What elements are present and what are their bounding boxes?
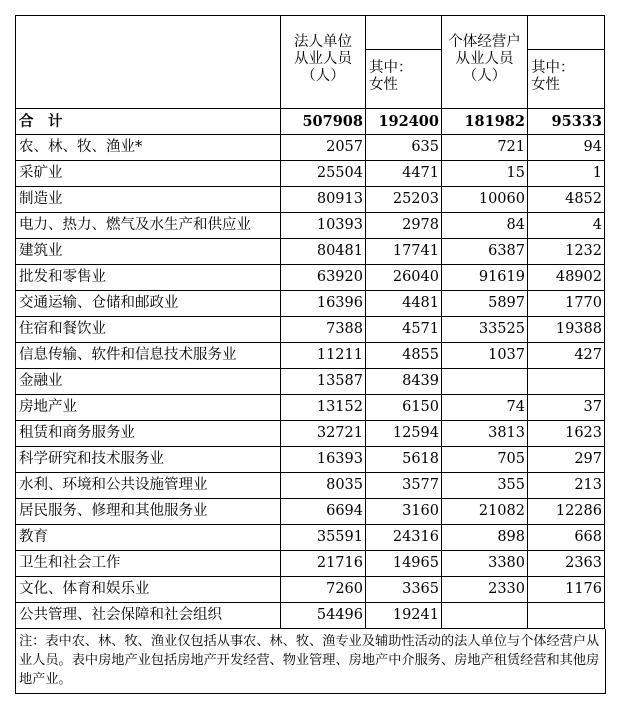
table-row	[16, 603, 605, 629]
individual-value: 3380	[442, 551, 528, 577]
industry-label: 采矿业	[16, 161, 281, 187]
industry-label: 住宿和餐饮业	[16, 317, 281, 343]
legal-units-value: 54496	[281, 603, 366, 629]
industry-label: 交通运输、仓储和邮政业	[16, 291, 281, 317]
individual-female-value	[528, 369, 605, 395]
legal-units-value: 80913	[281, 187, 366, 213]
total-individual-female: 95333	[528, 109, 605, 135]
individual-female-value: 12286	[528, 499, 605, 525]
legal-female-value: 19241	[366, 603, 442, 629]
legal-units-value: 13587	[281, 369, 366, 395]
individual-female-value: 4852	[528, 187, 605, 213]
legal-units-value: 13152	[281, 395, 366, 421]
table-row	[16, 369, 605, 395]
table-row	[16, 473, 605, 499]
total-row	[16, 109, 605, 135]
legal-female-value: 5618	[366, 447, 442, 473]
legal-units-value: 8035	[281, 473, 366, 499]
individual-value: 21082	[442, 499, 528, 525]
individual-value: 91619	[442, 265, 528, 291]
table-row	[16, 577, 605, 603]
legal-female-value: 14965	[366, 551, 442, 577]
individual-value: 705	[442, 447, 528, 473]
individual-value: 5897	[442, 291, 528, 317]
table-row	[16, 421, 605, 447]
table-row	[16, 213, 605, 239]
individual-female-value: 94	[528, 135, 605, 161]
legal-female-value: 8439	[366, 369, 442, 395]
legal-female-value: 6150	[366, 395, 442, 421]
legal-units-value: 16396	[281, 291, 366, 317]
individual-female-value	[528, 603, 605, 629]
industry-label: 房地产业	[16, 395, 281, 421]
legal-units-value: 16393	[281, 447, 366, 473]
industry-label: 建筑业	[16, 239, 281, 265]
individual-female-value: 2363	[528, 551, 605, 577]
total-legal-female: 192400	[366, 109, 442, 135]
legal-units-value: 11211	[281, 343, 366, 369]
industry-label: 居民服务、修理和其他服务业	[16, 499, 281, 525]
legal-units-value: 7260	[281, 577, 366, 603]
individual-value: 10060	[442, 187, 528, 213]
legal-units-value: 80481	[281, 239, 366, 265]
legal-female-value: 24316	[366, 525, 442, 551]
individual-value: 33525	[442, 317, 528, 343]
individual-female-value: 1623	[528, 421, 605, 447]
total-individual: 181982	[442, 109, 528, 135]
header-legal-blank	[366, 16, 442, 50]
individual-value: 74	[442, 395, 528, 421]
individual-female-value: 668	[528, 525, 605, 551]
individual-value: 15	[442, 161, 528, 187]
legal-female-value: 12594	[366, 421, 442, 447]
header-individual-blank	[528, 16, 605, 50]
individual-value: 6387	[442, 239, 528, 265]
legal-female-value: 4471	[366, 161, 442, 187]
individual-female-value: 297	[528, 447, 605, 473]
industry-label: 农、林、牧、渔业*	[16, 135, 281, 161]
header-industry-cell	[16, 16, 281, 109]
table-row	[16, 395, 605, 421]
legal-female-value: 3160	[366, 499, 442, 525]
individual-female-value: 48902	[528, 265, 605, 291]
header-individual-female: 其中： 女性	[528, 50, 605, 109]
table-row	[16, 291, 605, 317]
industry-label: 金融业	[16, 369, 281, 395]
industry-label: 信息传输、软件和信息技术服务业	[16, 343, 281, 369]
individual-value	[442, 603, 528, 629]
industry-label: 批发和零售业	[16, 265, 281, 291]
individual-value: 355	[442, 473, 528, 499]
table-footnote: 注：表中农、林、牧、渔业仅包括从事农、林、牧、渔专业及辅助性活动的法人单位与个体经营户从业人员。表中房地产业包括房地产开发经营、物业管理、房地产中介服务、房地产租赁经营和其他房地产业。	[15, 629, 606, 694]
legal-female-value: 3365	[366, 577, 442, 603]
table-row	[16, 525, 605, 551]
legal-units-value: 6694	[281, 499, 366, 525]
total-label: 合 计	[16, 109, 281, 135]
legal-female-value: 4481	[366, 291, 442, 317]
table-row	[16, 239, 605, 265]
individual-female-value: 37	[528, 395, 605, 421]
industry-label: 文化、体育和娱乐业	[16, 577, 281, 603]
individual-value: 1037	[442, 343, 528, 369]
individual-value	[442, 369, 528, 395]
industry-label: 科学研究和技术服务业	[16, 447, 281, 473]
industry-label: 水利、环境和公共设施管理业	[16, 473, 281, 499]
total-legal: 507908	[281, 109, 366, 135]
individual-female-value: 1	[528, 161, 605, 187]
table-row	[16, 499, 605, 525]
legal-units-value: 63920	[281, 265, 366, 291]
table-row	[16, 161, 605, 187]
legal-units-value: 2057	[281, 135, 366, 161]
legal-units-value: 25504	[281, 161, 366, 187]
table-row	[16, 265, 605, 291]
table-row	[16, 135, 605, 161]
individual-female-value: 19388	[528, 317, 605, 343]
header-row-top	[16, 16, 605, 50]
table-row	[16, 343, 605, 369]
individual-value: 898	[442, 525, 528, 551]
employment-table	[15, 15, 605, 629]
legal-units-value: 10393	[281, 213, 366, 239]
legal-female-value: 25203	[366, 187, 442, 213]
industry-label: 教育	[16, 525, 281, 551]
industry-label: 制造业	[16, 187, 281, 213]
statistics-sheet	[15, 15, 604, 694]
individual-value: 721	[442, 135, 528, 161]
legal-female-value: 3577	[366, 473, 442, 499]
legal-female-value: 26040	[366, 265, 442, 291]
individual-female-value: 1770	[528, 291, 605, 317]
legal-female-value: 2978	[366, 213, 442, 239]
industry-label: 租赁和商务服务业	[16, 421, 281, 447]
legal-female-value: 4855	[366, 343, 442, 369]
industry-label: 电力、热力、燃气及水生产和供应业	[16, 213, 281, 239]
table-row	[16, 317, 605, 343]
header-legal-units: 法人单位 从业人员 （人）	[281, 16, 366, 109]
legal-units-value: 35591	[281, 525, 366, 551]
individual-value: 2330	[442, 577, 528, 603]
industry-label: 公共管理、社会保障和社会组织	[16, 603, 281, 629]
individual-female-value: 1232	[528, 239, 605, 265]
header-individual: 个体经营户 从业人员 （人）	[442, 16, 528, 109]
legal-female-value: 4571	[366, 317, 442, 343]
table-row	[16, 551, 605, 577]
individual-female-value: 4	[528, 213, 605, 239]
header-legal-female: 其中： 女性	[366, 50, 442, 109]
individual-female-value: 1176	[528, 577, 605, 603]
table-row	[16, 447, 605, 473]
individual-value: 3813	[442, 421, 528, 447]
individual-value: 84	[442, 213, 528, 239]
legal-units-value: 32721	[281, 421, 366, 447]
individual-female-value: 213	[528, 473, 605, 499]
table-row	[16, 187, 605, 213]
industry-label: 卫生和社会工作	[16, 551, 281, 577]
legal-female-value: 635	[366, 135, 442, 161]
legal-units-value: 7388	[281, 317, 366, 343]
individual-female-value: 427	[528, 343, 605, 369]
legal-female-value: 17741	[366, 239, 442, 265]
legal-units-value: 21716	[281, 551, 366, 577]
